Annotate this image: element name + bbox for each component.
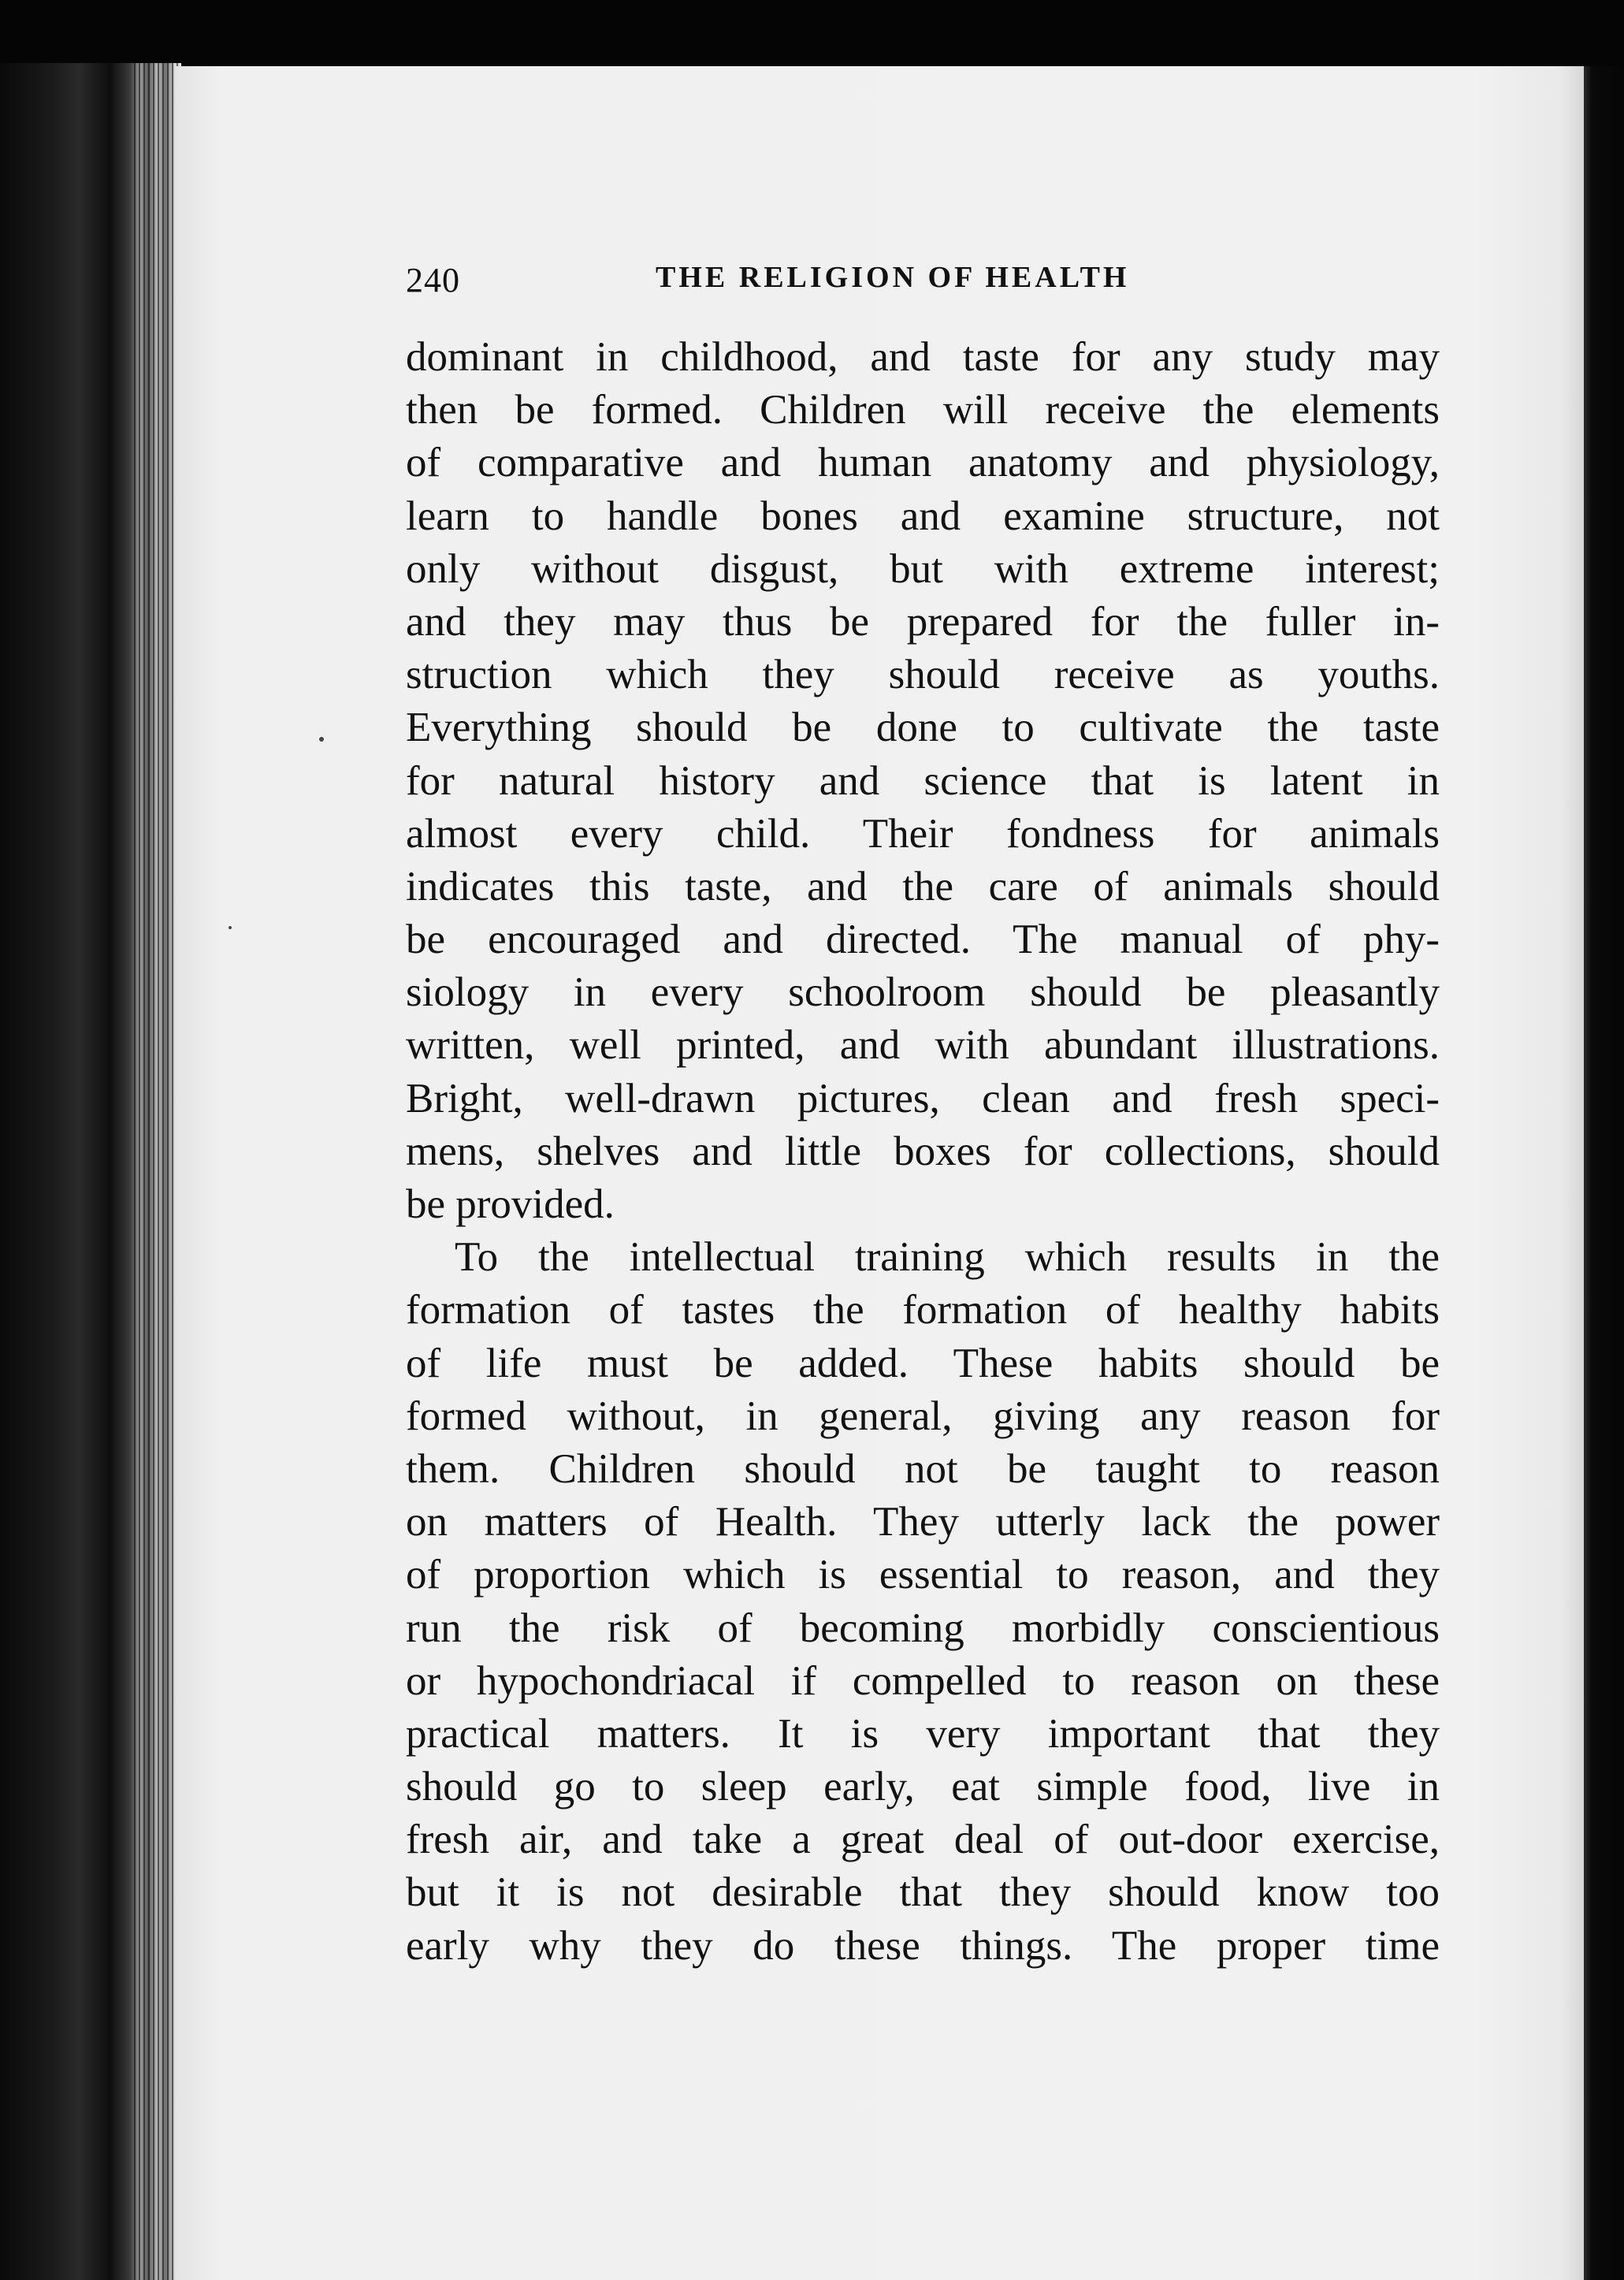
text-line: mens, shelves and little boxes for collections, should <box>406 1128 1440 1174</box>
text-line: fresh air, and take a great deal of out-door exercise, <box>406 1817 1440 1863</box>
text-line: of comparative and human anatomy and physiology, <box>406 440 1440 486</box>
text-line: only without disgust, but with extreme interest; <box>406 545 1440 592</box>
text-line: practical matters. It is very important that they <box>406 1710 1440 1757</box>
text-line: formation of tastes the formation of healthy habits <box>406 1287 1440 1333</box>
text-line: To the intellectual training which results in the <box>455 1234 1440 1281</box>
text-line: of proportion which is essential to reason, and they <box>406 1552 1440 1598</box>
text-line: of life must be added. These habits should be <box>406 1340 1440 1386</box>
text-line: formed without, in general, giving any reason for <box>406 1393 1440 1439</box>
text-line: should go to sleep early, eat simple food, live in <box>406 1764 1440 1810</box>
text-line: learn to handle bones and examine structure, not <box>406 493 1440 539</box>
body-text <box>406 331 1440 1973</box>
text-line: but it is not desirable that they should know too <box>406 1869 1440 1916</box>
text-line: on matters of Health. They utterly lack the power <box>406 1499 1440 1545</box>
text-line: dominant in childhood, and taste for any study may <box>406 334 1440 380</box>
text-line: then be formed. Children will receive the elements <box>406 387 1440 433</box>
text-line: or hypochondriacal if compelled to reason on these <box>406 1657 1440 1704</box>
text-line: struction which they should receive as youths. <box>406 652 1440 698</box>
paragraph-2 <box>406 1231 1440 1973</box>
running-title: THE RELIGION OF HEALTH <box>656 261 1130 294</box>
text-line: early why they do these things. The proper time <box>406 1922 1440 1969</box>
paragraph-1 <box>406 331 1440 1231</box>
text-line: siology in every schoolroom should be pleasantly <box>406 969 1440 1016</box>
text-line: be provided. <box>406 1181 615 1227</box>
text-line: almost every child. Their fondness for animals <box>406 810 1440 857</box>
page-number: 240 <box>406 261 460 299</box>
page-edge-stack <box>134 63 181 2280</box>
scanner-right-border <box>1584 66 1624 2280</box>
text-line: for natural history and science that is latent in <box>406 757 1440 804</box>
text-line: Bright, well-drawn pictures, clean and fresh speci- <box>406 1075 1440 1121</box>
text-line: them. Children should not be taught to reason <box>406 1445 1440 1492</box>
text-line: be encouraged and directed. The manual of phy- <box>406 917 1440 963</box>
text-line: run the risk of becoming morbidly conscientious <box>406 1605 1440 1651</box>
scanner-top-border <box>0 0 1624 73</box>
text-line: indicates this taste, and the care of animals should <box>406 863 1440 909</box>
dust-speck <box>319 737 324 742</box>
text-line: Everything should be done to cultivate the taste <box>406 705 1440 751</box>
text-line: written, well printed, and with abundant illustrations. <box>406 1022 1440 1069</box>
text-line: and they may thus be prepared for the fuller in- <box>406 598 1440 645</box>
dust-speck <box>229 926 232 929</box>
